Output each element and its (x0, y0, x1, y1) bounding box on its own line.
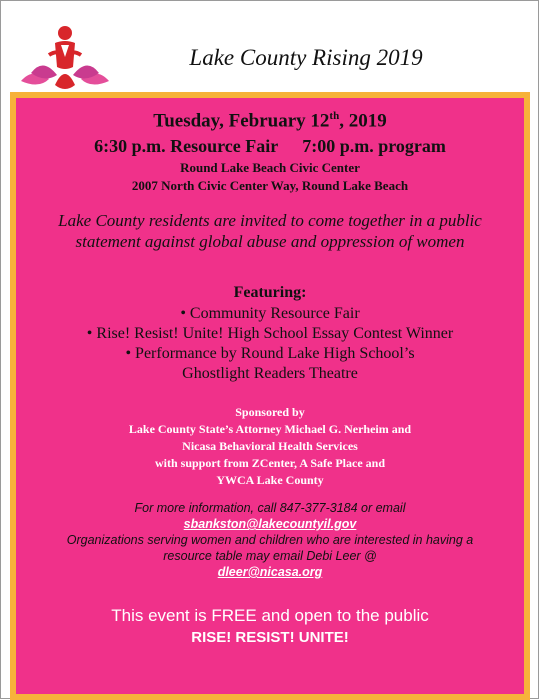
email-link-dleer[interactable]: dleer@nicasa.org (217, 565, 323, 579)
info-line: Organizations serving women and children who are interested in having a (66, 533, 474, 547)
invitation-text: Lake County residents are invited to come together in a public statement against global abuse and oppression of women (58, 211, 482, 251)
venue-name: Round Lake Beach Civic Center (180, 160, 360, 175)
info-line: For more information, call 847-377-3184 or email (134, 501, 406, 515)
featuring-heading: Featuring: (233, 284, 307, 301)
list-item: • Rise! Resist! Unite! High School Essay Contest Winner (86, 325, 454, 342)
sponsor-line: Lake County State’s Attorney Michael G. Nerheim and (128, 422, 412, 436)
event-title: Lake County Rising 2019 (189, 45, 423, 70)
event-details-panel (10, 92, 530, 700)
free-event-notice: This event is FREE and open to the public (111, 606, 429, 625)
list-item: Ghostlight Readers Theatre (182, 365, 358, 382)
sponsor-line: Nicasa Behavioral Health Services (182, 439, 358, 453)
email-link-sbankston[interactable]: sbankston@lakecountyil.gov (183, 517, 357, 531)
resource-fair-time: 6:30 p.m. Resource Fair (94, 136, 279, 156)
sponsor-line: YWCA Lake County (216, 473, 324, 487)
sponsor-line: Sponsored by (235, 405, 305, 419)
lotus-figure-logo-icon (19, 23, 111, 95)
venue-address: 2007 North Civic Center Way, Round Lake Beach (131, 178, 409, 193)
program-time: 7:00 p.m. program (302, 136, 446, 156)
list-item: • Performance by Round Lake High School’s (125, 345, 415, 362)
list-item: • Community Resource Fair (180, 305, 360, 322)
featuring-list (16, 304, 524, 384)
sponsor-line: with support from ZCenter, A Safe Place and (154, 456, 385, 470)
sponsors-block (56, 404, 484, 489)
event-date: Tuesday, February 12th, 2019 (153, 110, 387, 132)
info-line: resource table may email Debi Leer @ (163, 549, 377, 563)
slogan: RISE! RESIST! UNITE! (191, 629, 349, 646)
event-times (16, 136, 524, 157)
contact-info (28, 500, 512, 580)
